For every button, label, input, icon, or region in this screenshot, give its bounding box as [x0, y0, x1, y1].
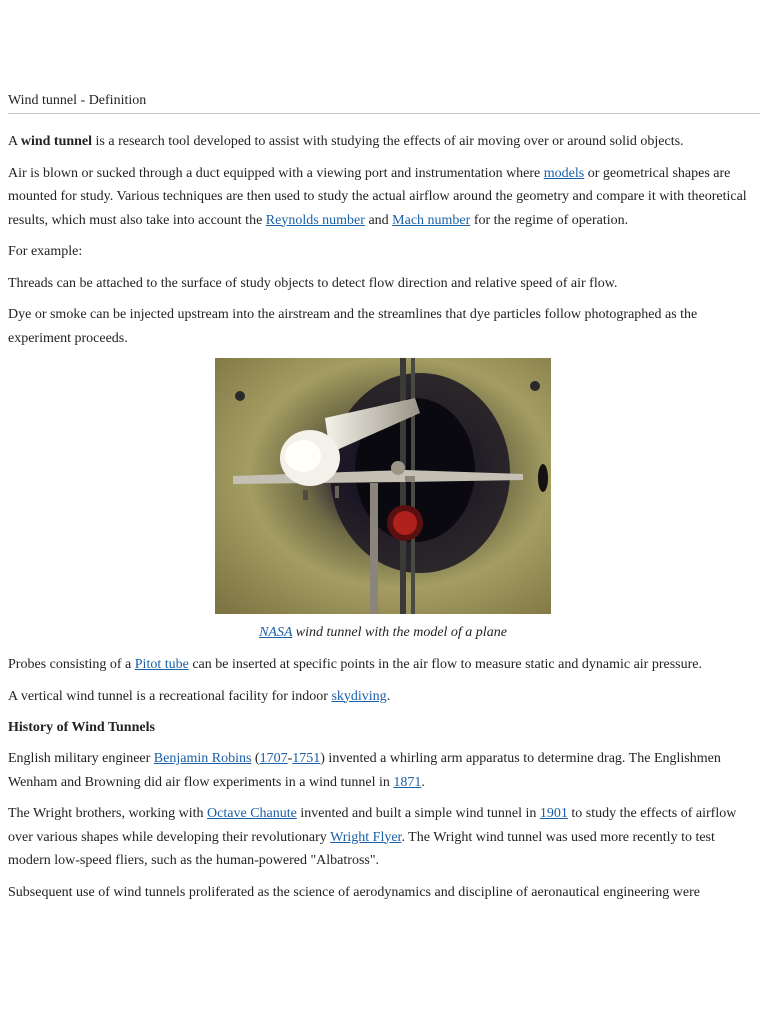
link-wright-flyer[interactable]: Wright Flyer: [330, 829, 402, 845]
text: is a research tool developed to assist with studying the effects of air moving over or around solid objects.: [92, 134, 684, 149]
text: -: [287, 751, 293, 766]
link-1871[interactable]: 1871: [393, 774, 422, 790]
caption-text: wind tunnel with the model of a plane: [292, 625, 507, 640]
paragraph-probes: [8, 653, 758, 677]
paragraph-robins: [8, 747, 758, 794]
figure: [8, 358, 758, 643]
link-skydiving[interactable]: skydiving: [331, 688, 387, 704]
figure-caption: [8, 623, 758, 643]
term-bold: wind tunnel: [20, 134, 93, 149]
text: A: [8, 134, 21, 149]
text: .: [386, 688, 391, 704]
text: to study the effects of airflow over various shapes while developing their revolutionary: [8, 806, 737, 845]
text: English military engineer: [8, 751, 154, 766]
paragraph-wright: [8, 802, 758, 873]
text: ) invented a whirling arm apparatus to determine drag. The Englishmen Wenham and Browning did air flow experiments in a wind tunnel in: [8, 751, 721, 790]
text: Probes consisting of a: [8, 657, 135, 672]
paragraph-threads: Threads can be attached to the surface of study objects to detect flow direction and relative speed of air flow.: [8, 275, 618, 291]
section-heading-history: History of Wind Tunnels: [8, 720, 155, 735]
paragraph-vertical-tunnel: [8, 685, 758, 709]
paragraph-for-example: For example:: [8, 244, 83, 259]
link-1707[interactable]: 1707: [259, 751, 288, 766]
text: A vertical wind tunnel is a recreational facility for indoor: [8, 688, 332, 704]
text: Air is blown or sucked through a duct equipped with a viewing port and instrumentation where: [8, 165, 544, 181]
text: (: [251, 751, 260, 766]
text: invented and built a simple wind tunnel in: [296, 806, 540, 821]
text: or geometrical shapes are mounted for study. Various techniques are then used to study the actual airflow around the geometry and compare it with theoretical results, which must also take into account the: [8, 165, 747, 228]
article-body: [8, 130, 758, 912]
intro-paragraph: [8, 130, 758, 154]
wind-tunnel-photo: [215, 358, 551, 614]
page-title: Wind tunnel - Definition: [8, 93, 760, 114]
paragraph-subsequent: Subsequent use of wind tunnels proliferated as the science of aerodynamics and discipline of aeronautical engineering were: [8, 884, 700, 900]
link-1901[interactable]: 1901: [539, 806, 568, 821]
text: .: [421, 774, 425, 790]
link-pitot-tube[interactable]: Pitot tube: [134, 657, 189, 672]
link-reynolds-number[interactable]: Reynolds number: [265, 212, 365, 228]
text: and: [364, 212, 393, 228]
link-benjamin-robins[interactable]: Benjamin Robins: [153, 751, 252, 766]
link-1751[interactable]: 1751: [292, 751, 321, 766]
text: can be inserted at specific points in the air flow to measure static and dynamic air pressure.: [188, 657, 702, 672]
link-models[interactable]: models: [543, 165, 585, 181]
link-nasa[interactable]: NASA: [259, 625, 293, 640]
text: . The Wright wind tunnel was used more recently to test modern low-speed fliers, such as the human-powered "Albatross".: [8, 829, 715, 868]
paragraph-dye-smoke: Dye or smoke can be injected upstream into the airstream and the streamlines that dye particles follow photographed as the experiment proceeds.: [8, 307, 698, 346]
text: for the regime of operation.: [470, 212, 629, 228]
link-mach-number[interactable]: Mach number: [392, 212, 471, 228]
link-octave-chanute[interactable]: Octave Chanute: [207, 806, 297, 821]
paragraph-airflow: [8, 162, 758, 233]
text: The Wright brothers, working with: [8, 806, 208, 821]
